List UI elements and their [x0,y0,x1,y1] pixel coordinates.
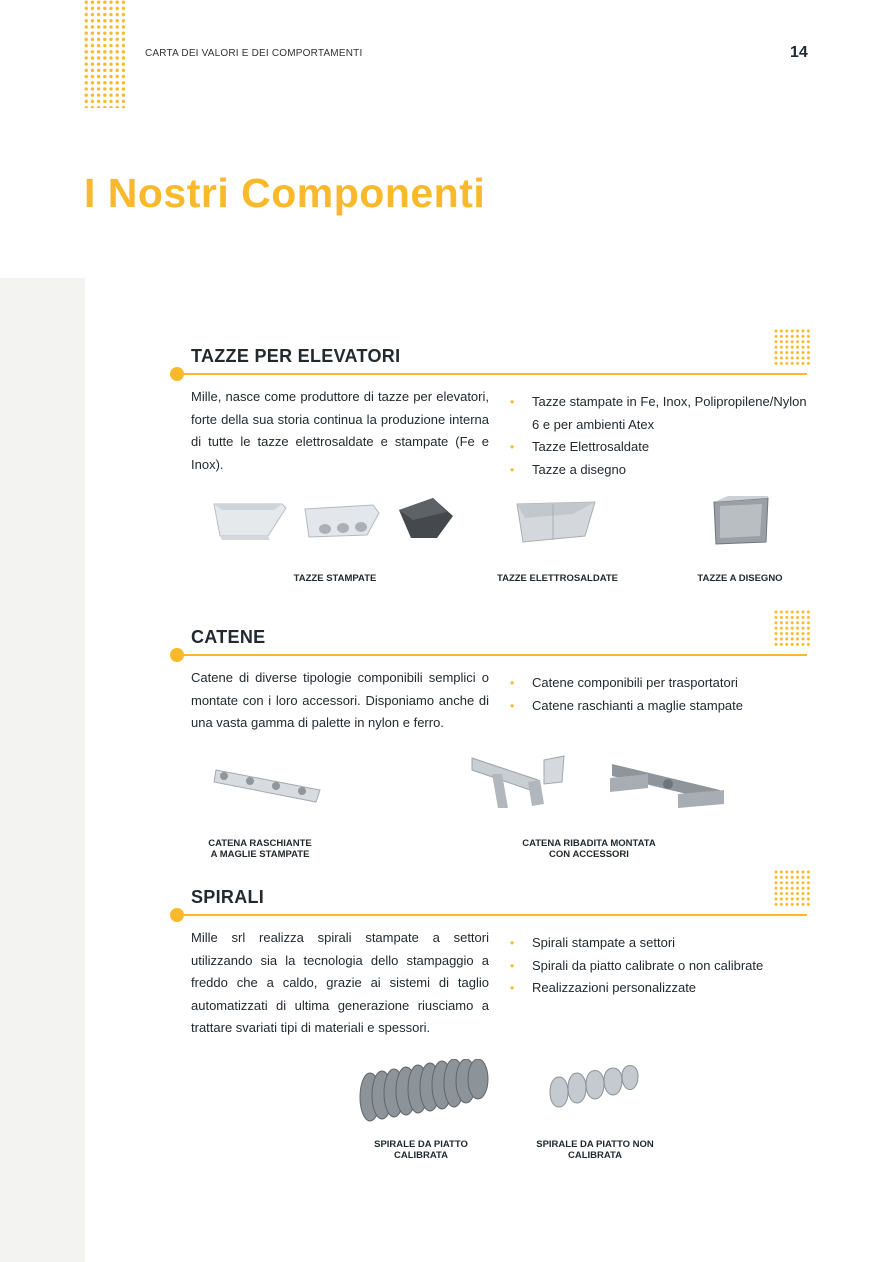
caption-line: CATENA RASCHIANTE [208,838,312,849]
bullet-item: • Tazze stampate in Fe, Inox, Polipropilene/Nylon 6 e per ambienti Atex [510,391,810,436]
section-divider [178,914,807,916]
section-title: TAZZE PER ELEVATORI [191,346,401,366]
caption-line: CALIBRATA [394,1150,448,1161]
welded-bucket-image [513,496,603,551]
section-description: Mille srl realizza spirali stampate a settori utilizzando sia la tecnologia dello stampaggio a freddo che a caldo, grazie ai sistemi di taglio automatizzati di ultima generazione riusciamo a trattare svariati tipi di materiali e spessori. [191,930,489,1035]
image-caption: TAZZE A DISEGNO [697,573,783,584]
riveted-chain-image [468,752,573,814]
bullet-item: • Spirali stampate a settori [510,932,810,955]
image-caption [525,1139,665,1161]
caption-line: SPIRALE DA PIATTO NON [536,1139,654,1150]
page-number: 14 [790,44,808,61]
image-caption: TAZZE ELETTROSALDATE [496,573,619,584]
bullet-item: • Tazze Elettrosaldate [510,436,810,459]
stamped-bucket-image-1 [210,496,290,546]
non-calibrated-spiral-image [544,1062,644,1124]
section-description: Catene di diverse tipologie componibili semplici o montate con i loro accessori. Disponiamo anche di una vasta gamma di palette in nylon e ferro. [191,670,489,730]
left-side-band [0,278,85,1262]
section-dot-grid-decoration [774,329,810,365]
caption-line: CON ACCESSORI [549,849,629,860]
section-bullet-dot [170,908,184,922]
dot-grid-decoration [84,0,126,108]
stamped-bucket-image-2 [303,501,383,546]
section-divider [178,373,807,375]
section-bullet-list [510,391,810,481]
section-dot-grid-decoration [774,870,810,906]
nylon-bucket-image [397,496,457,544]
image-caption: TAZZE STAMPATE [293,573,377,584]
image-caption [190,838,330,860]
caption-line: SPIRALE DA PIATTO [374,1139,468,1150]
section-bullet-dot [170,367,184,381]
section-dot-grid-decoration [774,610,810,646]
custom-bucket-image [706,494,776,552]
bullet-item: • Catene componibili per trasportatori [510,672,810,695]
scraper-chain-image [212,760,327,810]
section-bullet-list [510,932,810,1000]
section-description: Mille, nasce come produttore di tazze per elevatori, forte della sua storia continua la produzione interna di tutte le tazze elettrosaldate e stampate (Fe e Inox). [191,389,489,472]
chain-with-accessories-image [608,760,726,815]
section-bullet-dot [170,648,184,662]
bullet-item: • Spirali da piatto calibrate o non calibrate [510,955,810,978]
bullet-item: • Realizzazioni personalizzate [510,977,810,1000]
bullet-item: • Catene raschianti a maglie stampate [510,695,810,718]
page-title: I Nostri Componenti [84,170,486,216]
document-title: CARTA DEI VALORI E DEI COMPORTAMENTI [145,48,363,59]
caption-line: A MAGLIE STAMPATE [210,849,310,860]
caption-line: CATENA RIBADITA MONTATA [522,838,656,849]
image-caption [500,838,678,860]
section-bullet-list [510,672,810,717]
section-title: SPIRALI [191,887,265,907]
image-caption [356,1139,486,1161]
calibrated-spiral-image [356,1059,496,1129]
caption-line: CALIBRATA [568,1150,622,1161]
section-divider [178,654,807,656]
section-title: CATENE [191,627,266,647]
bullet-item: • Tazze a disegno [510,459,810,482]
